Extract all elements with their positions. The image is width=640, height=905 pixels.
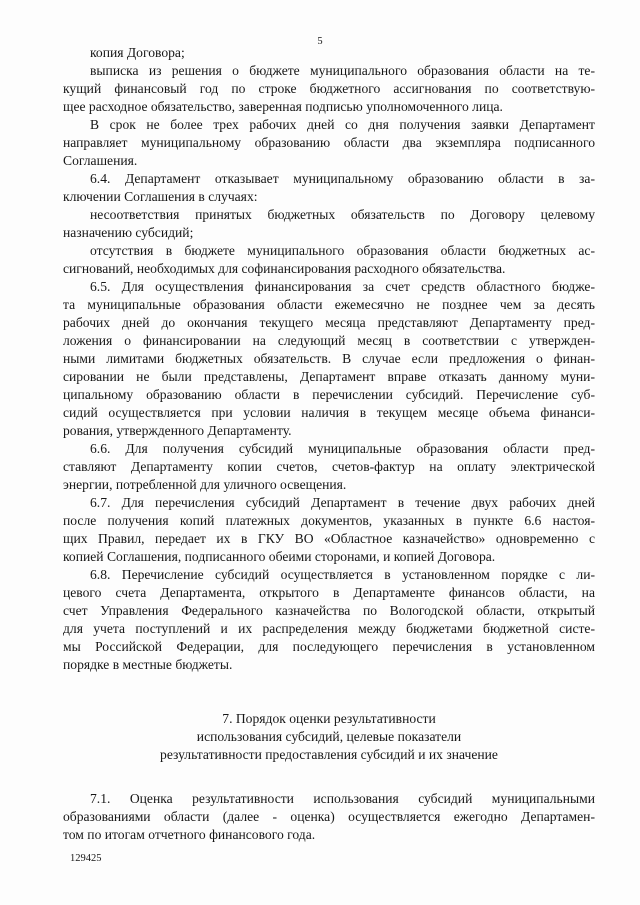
spacer bbox=[63, 674, 595, 710]
text-line: счет Управления Федерального казначейства по Вологодской области, открытый bbox=[63, 603, 595, 618]
text-line: 6.4. Департамент отказывает муниципальному образованию области в за- bbox=[90, 171, 595, 186]
text-line: для учета поступлений и их распределения между бюджетами бюджетной систе- bbox=[63, 621, 595, 636]
text-line: щих Правил, передает их в ГКУ ВО «Областное казначейство» одновременно с bbox=[63, 531, 595, 546]
text-line: цевого счета Департамента, открытого в Департаменте финансов области, на bbox=[63, 585, 595, 600]
text-line: ными лимитами бюджетных обязательств. В случае если предложения о финан- bbox=[63, 351, 595, 366]
text-line: направляет муниципальному образованию области два экземпляра подписанного bbox=[63, 135, 595, 150]
text-line: несоответствия принятых бюджетных обязательств по Договору целевому bbox=[90, 207, 595, 222]
text-line: копия Договора; bbox=[90, 45, 185, 60]
text-line: 6.7. Для перечисления субсидий Департамент в течение двух рабочих дней bbox=[90, 495, 595, 510]
text-line: порядке в местные бюджеты. bbox=[63, 657, 233, 672]
text-line: рования, утвержденного Департаменту. bbox=[63, 423, 292, 438]
text-line: 7.1. Оценка результативности использования субсидий муниципальными bbox=[90, 791, 595, 806]
text-line: после получения копий платежных документов, указанных в пункте 6.6 настоя- bbox=[63, 513, 595, 528]
text-line: назначению субсидий; bbox=[63, 225, 194, 240]
text-line: 6.8. Перечисление субсидий осуществляется в установленном порядке с ли- bbox=[90, 567, 595, 582]
text-line: копией Соглашения, подписанного обеими сторонами, и копией Договора. bbox=[63, 549, 496, 564]
section-heading-line: 7. Порядок оценки результативности bbox=[222, 711, 436, 726]
text-line: В срок не более трех рабочих дней со дня получения заявки Департамент bbox=[90, 117, 595, 132]
section-heading-line: результативности предоставления субсидий и их значение bbox=[160, 747, 498, 762]
text-line: образованиями области (далее - оценка) осуществляется ежегодно Департамен- bbox=[63, 809, 595, 824]
section-heading-line: использования субсидий, целевые показатели bbox=[196, 729, 462, 744]
text-line: та муниципальные образования области ежемесячно не позднее чем за десять bbox=[63, 297, 595, 312]
text-line: мы Российской Федерации, для последующего перечисления в установленном bbox=[63, 639, 595, 654]
text-line: щее расходное обязательство, заверенная подписью уполномоченного лица. bbox=[63, 99, 503, 114]
document-body bbox=[63, 44, 595, 844]
spacer bbox=[63, 764, 595, 790]
text-line: сидий осуществляется при условии наличия в текущем месяце объема финанси- bbox=[63, 405, 595, 420]
text-line: ложения о финансировании на следующий месяц в соответствии с утвержден- bbox=[63, 333, 595, 348]
text-line: ключении Соглашения в случаях: bbox=[63, 189, 258, 204]
document-code: 129425 bbox=[70, 853, 102, 864]
text-line: том по итогам отчетного финансового года. bbox=[63, 827, 316, 842]
text-line: отсутствия в бюджете муниципального образования области бюджетных ас- bbox=[90, 243, 595, 258]
page-number: 5 bbox=[317, 36, 323, 47]
text-line: ципальному образованию области в перечислении субсидий. Перечисление суб- bbox=[63, 387, 595, 402]
text-line: кущий финансовый год по строке бюджетного ассигнования по соответствую- bbox=[63, 81, 595, 96]
text-line: 6.5. Для осуществления финансирования за счет средств областного бюдже- bbox=[90, 279, 595, 294]
text-line: Соглашения. bbox=[63, 153, 138, 168]
text-line: сировании не были представлены, Департамент вправе отказать данному муни- bbox=[63, 369, 595, 384]
text-line: энергии, потребленной для уличного освещения. bbox=[63, 477, 347, 492]
text-line: ставляют Департаменту копии счетов, счетов-фактур на оплату электрической bbox=[63, 459, 595, 474]
text-line: выписка из решения о бюджете муниципального образования области на те- bbox=[90, 63, 595, 78]
text-line: 6.6. Для получения субсидий муниципальные образования области пред- bbox=[90, 441, 595, 456]
text-line: рабочих дней до окончания текущего месяца представляют Департаменту пред- bbox=[63, 315, 595, 330]
text-line: сигнований, необходимых для софинансирования расходного обязательства. bbox=[63, 261, 506, 276]
